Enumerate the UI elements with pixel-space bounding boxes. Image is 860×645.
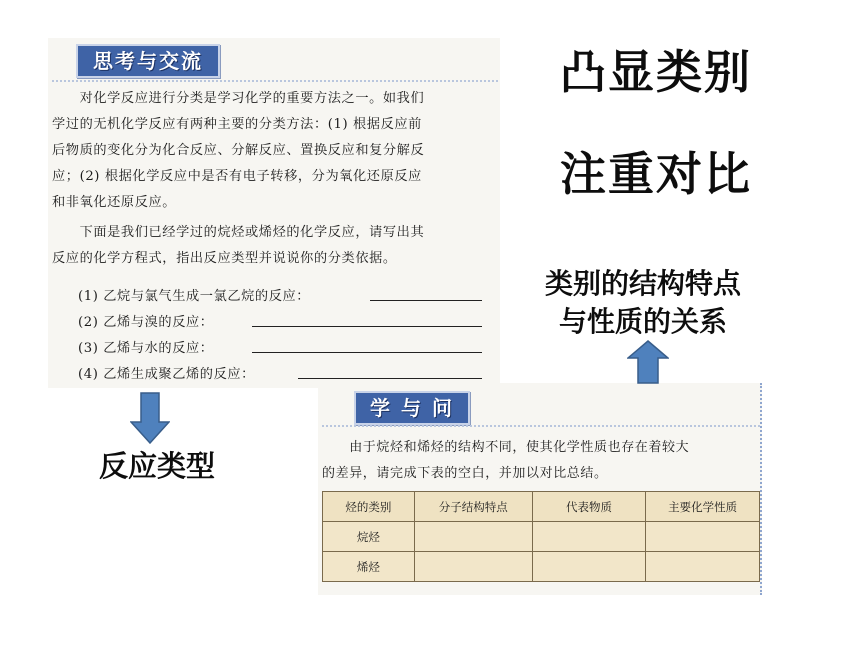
table-header-cell: 烃的类别: [323, 492, 415, 522]
section-banner-discussion: 思考与交流: [76, 44, 220, 78]
textbook-scan-study-question: [318, 383, 762, 595]
answer-blank: [298, 378, 482, 379]
up-arrow-icon: [627, 340, 669, 384]
title-emphasize-comparison: 注重对比: [560, 147, 752, 201]
paragraph-line: 应；(2) 根据化学反应中是否有电子转移，分为氧化还原反应: [52, 169, 422, 184]
table-cell: [646, 552, 760, 582]
table-header-cell: 主要化学性质: [646, 492, 760, 522]
table-row: [323, 552, 760, 582]
table-header-cell: 分子结构特点: [414, 492, 532, 522]
table-header-cell: 代表物质: [532, 492, 646, 522]
table-cell: [532, 552, 646, 582]
title-highlight-category: 凸显类别: [560, 45, 752, 99]
heading-reaction-type: 反应类型: [98, 449, 215, 483]
table-cell: [414, 522, 532, 552]
dotted-border: [760, 383, 762, 595]
comparison-table: [322, 491, 760, 582]
question-1: (1) 乙烷与氯气生成一氯乙烷的反应：: [78, 289, 311, 304]
question-2: (2) 乙烯与溴的反应：: [78, 315, 214, 330]
table-cell: [646, 522, 760, 552]
answer-blank: [370, 300, 482, 301]
dotted-divider: [322, 425, 760, 427]
table-cell: [414, 552, 532, 582]
paragraph-line: 对化学反应进行分类是学习化学的重要方法之一。如我们: [52, 91, 425, 106]
answer-blank: [252, 326, 482, 327]
paragraph-line: 反应的化学方程式，指出反应类型并说说你的分类依据。: [52, 251, 397, 266]
down-arrow-icon: [130, 392, 170, 444]
paragraph-line: 的差异，请完成下表的空白，并加以对比总结。: [322, 466, 608, 481]
paragraph-line: 学过的无机化学反应有两种主要的分类方法：(1) 根据反应前: [52, 117, 422, 132]
question-3: (3) 乙烯与水的反应：: [78, 341, 214, 356]
table-cell: [532, 522, 646, 552]
paragraph-line: 后物质的变化分为化合反应、分解反应、置换反应和复分解反: [52, 143, 425, 158]
paragraph-line: 由于烷烃和烯烃的结构不同，使其化学性质也存在着较大: [322, 440, 690, 455]
section-banner-study-question: 学 与 问: [354, 391, 470, 425]
textbook-scan-discussion: [48, 38, 500, 388]
question-4: (4) 乙烯生成聚乙烯的反应：: [78, 367, 255, 382]
table-cell: 烷烃: [323, 522, 415, 552]
answer-blank: [252, 352, 482, 353]
dotted-divider: [52, 80, 498, 82]
table-cell: 烯烃: [323, 552, 415, 582]
table-row: [323, 522, 760, 552]
paragraph-line: 下面是我们已经学过的烷烃或烯烃的化学反应，请写出其: [52, 225, 425, 240]
heading-structure-property-line2: 与性质的关系: [558, 305, 727, 338]
table-header-row: [323, 492, 760, 522]
paragraph-line: 和非氧化还原反应。: [52, 195, 177, 210]
heading-structure-property-line1: 类别的结构特点: [544, 267, 741, 300]
